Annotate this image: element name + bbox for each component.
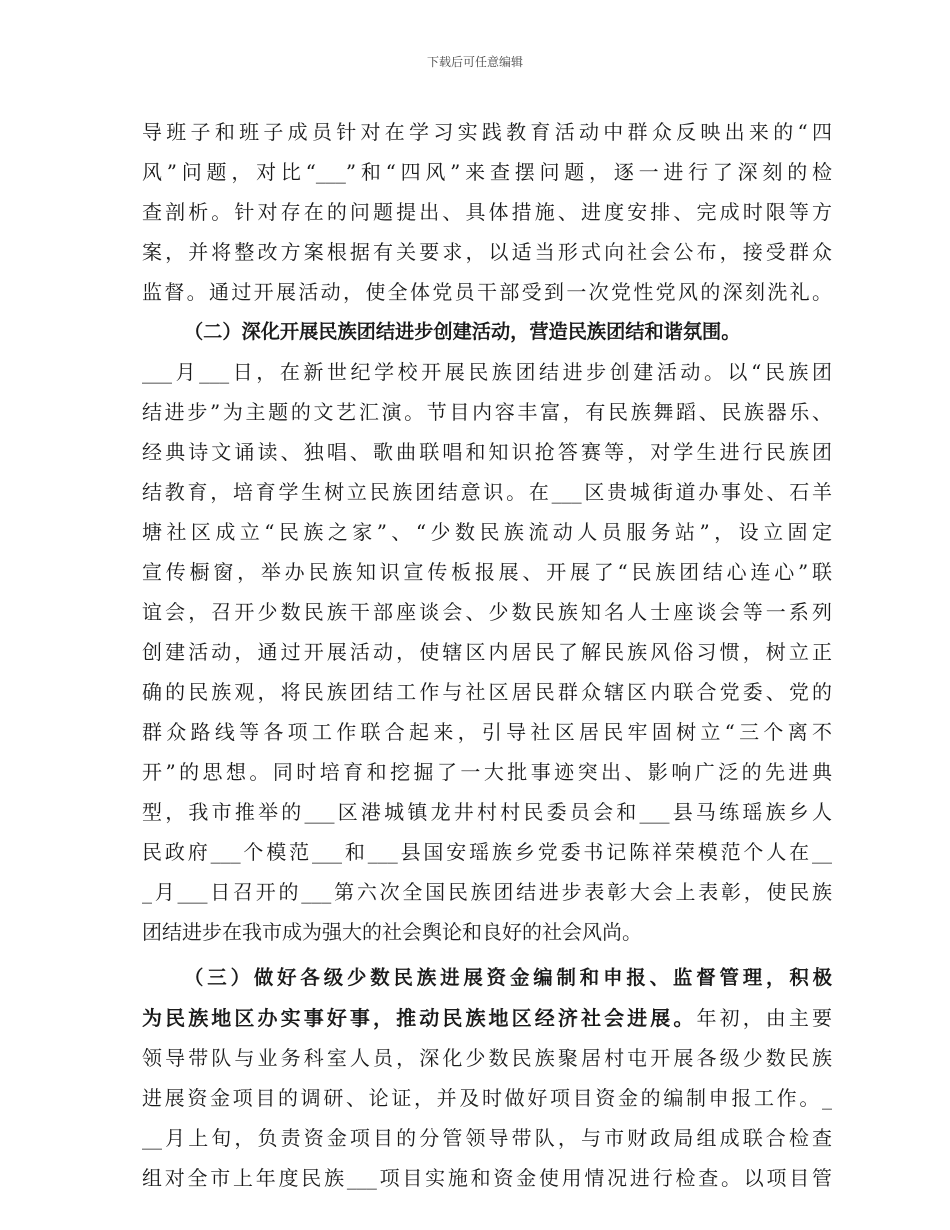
- paragraph-line: 确的民族观，将民族团结工作与社区居民群众辖区内联合党委、党的: [142, 680, 832, 704]
- paragraph-line: 结进步”为主题的文艺汇演。节目内容丰富，有民族舞蹈、民族器乐、: [142, 400, 832, 424]
- paragraph-line: __月上旬，负责资金项目的分管领导带队，与市财政局组成联合检查: [142, 1126, 832, 1150]
- paragraph-line: 型，我市推举的___区港城镇龙井村村民委员会和___县马练瑶族乡人: [142, 800, 832, 824]
- paragraph-line: 结教育，培育学生树立民族团结意识。在___区贵城街道办事处、石羊: [142, 480, 832, 504]
- document-body: [142, 112, 832, 1198]
- heading-plain-text: 年初，由主要: [696, 1006, 833, 1030]
- paragraph-line: 领导带队与业务科室人员，深化少数民族聚居村屯开展各级少数民族: [142, 1046, 832, 1070]
- paragraph-line: 导班子和班子成员针对在学习实践教育活动中群众反映出来的“四: [142, 120, 832, 144]
- paragraph-line: ___月___日，在新世纪学校开展民族团结进步创建活动。以“民族团: [142, 360, 832, 384]
- heading-bold-text: 为民族地区办实事好事，推动民族地区经济社会进展。: [142, 1006, 697, 1030]
- section-heading-3-line2: [142, 998, 832, 1038]
- paragraph-line: 案，并将整改方案根据有关要求，以适当形式向社会公布，接受群众: [142, 240, 832, 264]
- paragraph-line: 宣传橱窗，举办民族知识宣传板报展、开展了“民族团结心连心”联: [142, 560, 832, 584]
- paragraph-line: 塘社区成立“民族之家”、“少数民族流动人员服务站”，设立固定: [142, 520, 832, 544]
- paragraph-line: 进展资金项目的调研、论证，并及时做好项目资金的编制申报工作。_: [142, 1086, 832, 1110]
- paragraph-line: 创建活动，通过开展活动，使辖区内居民了解民族风俗习惯，树立正: [142, 640, 832, 664]
- paragraph-line: 谊会，召开少数民族干部座谈会、少数民族知名人士座谈会等一系列: [142, 600, 832, 624]
- paragraph-line: 风”问题，对比“___”和“四风”来查摆问题，逐一进行了深刻的检: [142, 160, 832, 184]
- paragraph-line: 开”的思想。同时培育和挖掘了一大批事迹突出、影响广泛的先进典: [142, 760, 832, 784]
- paragraph-line: 群众路线等各项工作联合起来，引导社区居民牢固树立“三个离不: [142, 720, 832, 744]
- section-heading-2: （二）深化开展民族团结进步创建活动，营造民族团结和谐氛围。: [184, 320, 741, 343]
- paragraph-line: 监督。通过开展活动，使全体党员干部受到一次党性党风的深刻洗礼。: [142, 280, 832, 304]
- paragraph-line: 组对全市上年度民族___项目实施和资金使用情况进行检查。以项目管: [142, 1166, 832, 1190]
- section-heading-3: （三）做好各级少数民族进展资金编制和申报、监督管理，积极: [184, 966, 832, 989]
- paragraph-line: 查剖析。针对存在的问题提出、具体措施、进度安排、完成时限等方: [142, 200, 832, 224]
- paragraph-line: _月___日召开的___第六次全国民族团结进步表彰大会上表彰，使民族: [142, 880, 832, 904]
- paragraph-line: 民政府___个模范___和___县国安瑶族乡党委书记陈祥荣模范个人在__: [142, 840, 832, 864]
- paragraph-line: 团结进步在我市成为强大的社会舆论和良好的社会风尚。: [142, 920, 642, 944]
- paragraph-line: 经典诗文诵读、独唱、歌曲联唱和知识抢答赛等，对学生进行民族团: [142, 440, 832, 464]
- page-header: 下载后可任意编辑: [426, 55, 523, 69]
